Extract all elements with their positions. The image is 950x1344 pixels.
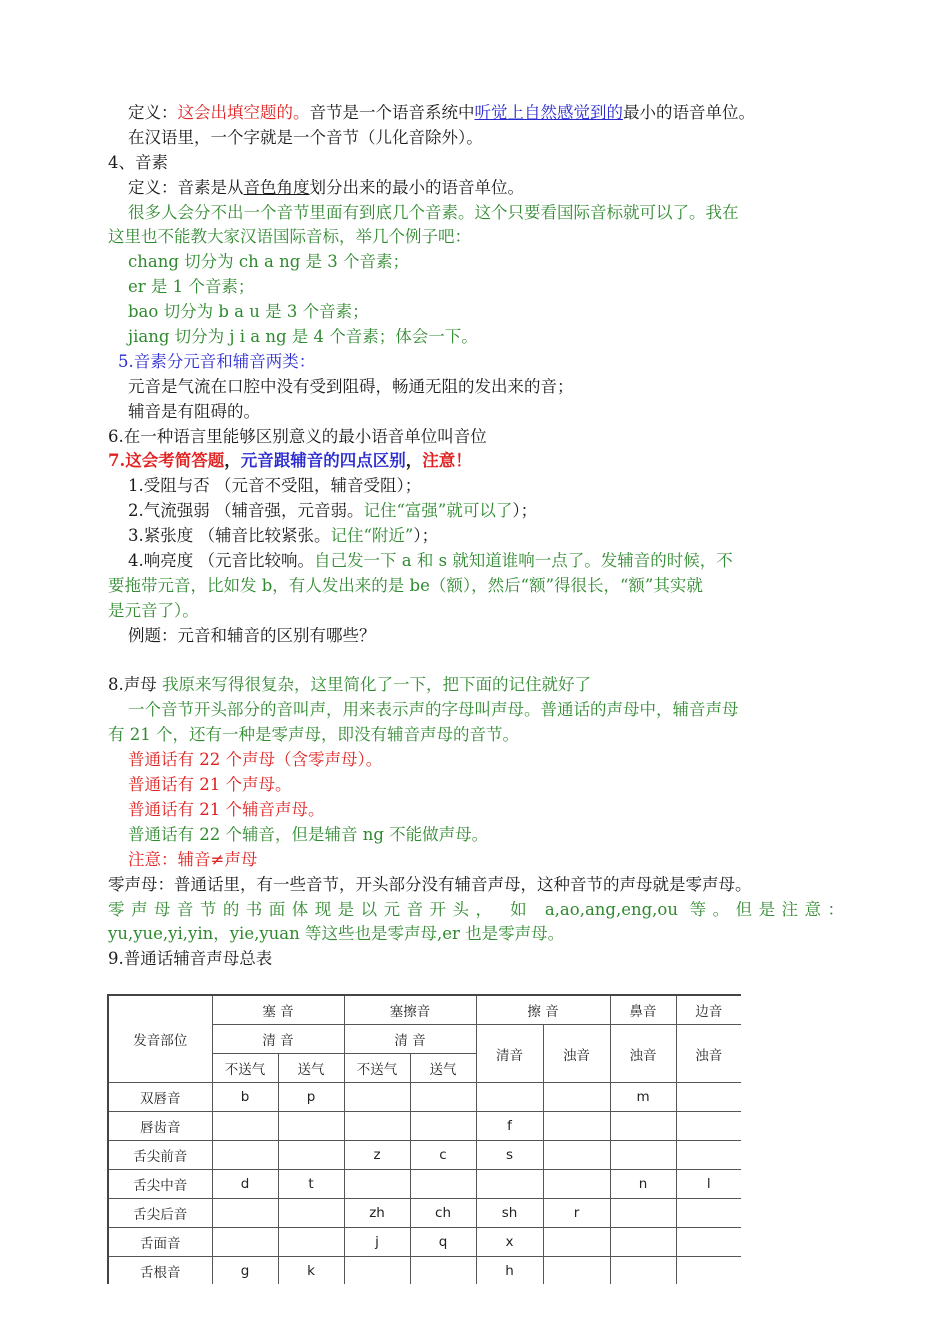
phoneme-definition — [108, 176, 844, 201]
point-4-line3: 是元音了）。 — [108, 600, 199, 620]
zero-initial-line3: yu,yue,yi,yin，yie,yuan 等这些也是零声母,er 也是零声母。 — [108, 924, 565, 944]
table-row — [108, 1257, 741, 1285]
table-row — [108, 1228, 741, 1257]
green-text: 记住“富强”就可以了 — [363, 501, 513, 521]
cell — [610, 1199, 676, 1228]
green-text: 记住“附近” — [330, 526, 414, 546]
text: ）； — [413, 526, 439, 546]
cell — [610, 1228, 676, 1257]
green-text: 我原来写得很复杂，这里简化了一下，把下面的记住就好了 — [156, 675, 591, 695]
header-nasal-voiced: 浊音 — [610, 1025, 676, 1083]
cell — [212, 1141, 278, 1170]
underlined-text: 音色角度 — [243, 177, 310, 197]
cell: x — [476, 1228, 543, 1257]
text: 音节是一个语音系统中 — [309, 103, 475, 122]
syllable-note: 在汉语里，一个字就是一个音节（儿化音除外）。 — [128, 127, 483, 147]
header-stop-aspirated: 送气 — [278, 1054, 344, 1083]
punct: ， — [224, 451, 241, 471]
header-nasal: 鼻音 — [610, 995, 676, 1025]
cell: g — [212, 1257, 278, 1285]
header-stop-unaspirated: 不送气 — [212, 1054, 278, 1083]
cell — [344, 1112, 410, 1141]
cell — [676, 1112, 741, 1141]
example-er: er 是 1 个音素； — [128, 277, 255, 297]
cell: p — [278, 1083, 344, 1112]
fact-2: 普通话有 21 个声母。 — [128, 775, 292, 795]
cell — [278, 1228, 344, 1257]
cell: f — [476, 1112, 543, 1141]
header-place: 发音部位 — [108, 995, 212, 1083]
initial-def-line1: 一个音节开头部分的音叫声，用来表示声的字母叫声母。普通话的声母中，辅音声母 — [128, 700, 739, 720]
header-affricate-voiceless: 清 音 — [344, 1025, 476, 1054]
cell: q — [410, 1228, 476, 1257]
fact-4: 普通话有 22 个辅音，但是辅音 ng 不能做声母。 — [128, 824, 489, 844]
cell: z — [344, 1141, 410, 1170]
header-stop-voiceless: 清 音 — [212, 1025, 344, 1054]
heading-item9: 9.普通话辅音声母总表 — [108, 949, 273, 969]
cell — [410, 1112, 476, 1141]
text: 3.紧张度 （辅音比较紧张。 — [128, 526, 331, 546]
cell — [543, 1141, 610, 1170]
cell — [410, 1170, 476, 1199]
zero-initial-line2: 零声母音节的书面体现是以元音开头， 如 a,ao,ang,eng,ou 等。但是注意： — [108, 899, 844, 919]
cell — [543, 1083, 610, 1112]
zero-initial-def: 零声母：普通话里，有一些音节，开头部分没有辅音声母，这种音节的声母就是零声母。 — [108, 874, 752, 894]
point-4 — [108, 549, 844, 574]
cell: c — [410, 1141, 476, 1170]
cell — [610, 1112, 676, 1141]
cell — [410, 1083, 476, 1112]
cell: r — [543, 1199, 610, 1228]
green-text: 自己发一下 a 和 s 就知道谁响一点了。发辅音的时候，不 — [314, 551, 733, 571]
cell — [543, 1112, 610, 1141]
cell — [344, 1257, 410, 1285]
example-chang: chang 切分为 ch a ng 是 3 个音素； — [128, 252, 409, 272]
syllable-definition — [108, 101, 844, 126]
point-1: 1.受阻与否 （元音不受阻，辅音受阻）； — [128, 476, 422, 496]
phoneme-tip-line2: 这里也不能教大家汉语国际音标，举几个例子吧： — [108, 227, 471, 247]
heading-item5: 5.音素分元音和辅音两类： — [118, 351, 316, 371]
cell: n — [610, 1170, 676, 1199]
document-body — [108, 101, 844, 972]
cell — [676, 1083, 741, 1112]
punct: ， — [405, 451, 423, 471]
header-lateral-voiced: 浊音 — [676, 1025, 741, 1083]
vowel-definition: 元音是气流在口腔中没有受到阻碍，畅通无阻的发出来的音； — [128, 376, 574, 396]
red-note: 这会出填空题的。 — [177, 103, 310, 122]
cell: b — [212, 1083, 278, 1112]
cell — [212, 1112, 278, 1141]
text: 划分出来的最小的语音单位。 — [309, 177, 524, 197]
consonant-definition: 辅音是有阻碍的。 — [128, 401, 260, 421]
row-place: 舌面音 — [108, 1228, 212, 1257]
row-place: 舌尖中音 — [108, 1170, 212, 1199]
cell — [610, 1141, 676, 1170]
header-fricative-voiced: 浊音 — [543, 1025, 610, 1083]
cell — [543, 1228, 610, 1257]
cell — [410, 1257, 476, 1285]
example-bao: bao 切分为 b a u 是 3 个音素； — [128, 302, 369, 322]
phoneme-tip-line1: 很多人会分不出一个音节里面有到底几个音素。这个只要看国际音标就可以了。我在 — [128, 202, 739, 222]
note-consonant-not-initial: 注意：辅音≠声母 — [128, 849, 258, 869]
cell: h — [476, 1257, 543, 1285]
red-text: 这会考简答题 — [125, 451, 225, 471]
row-place: 舌尖后音 — [108, 1199, 212, 1228]
text: 4.响亮度 （元音比较响。 — [128, 551, 314, 571]
cell: t — [278, 1170, 344, 1199]
point-4-line2: 要拖带元音，比如发 b，有人发出来的是 be（额），然后“额”得很长，“额”其实就 — [108, 575, 703, 595]
cell — [212, 1228, 278, 1257]
cell — [476, 1170, 543, 1199]
point-2 — [108, 499, 844, 524]
cell: k — [278, 1257, 344, 1285]
example-question: 例题：元音和辅音的区别有哪些？ — [128, 625, 376, 645]
cell — [610, 1257, 676, 1285]
label: 定义： — [128, 103, 178, 122]
table-row — [108, 1112, 741, 1141]
header-affricate: 塞擦音 — [344, 995, 476, 1025]
initial-def-line2: 有 21 个，还有一种是零声母，即没有辅音声母的音节。 — [108, 725, 519, 745]
point-3 — [108, 524, 844, 549]
number: 7. — [108, 451, 126, 471]
cell — [278, 1141, 344, 1170]
cell: ch — [410, 1199, 476, 1228]
text: 定义：音素是从 — [128, 177, 244, 197]
cell: sh — [476, 1199, 543, 1228]
row-place: 舌尖前音 — [108, 1141, 212, 1170]
consonant-table-wrap — [107, 994, 741, 1284]
table-row — [108, 1083, 741, 1112]
item6: 6.在一种语言里能够区别意义的最小语音单位叫音位 — [108, 426, 487, 446]
cell — [344, 1083, 410, 1112]
blank-line — [108, 649, 844, 674]
hyperlink[interactable]: 听觉上自然感觉到的 — [474, 103, 623, 122]
consonant-initials-table — [107, 994, 741, 1284]
blue-text: 元音跟辅音的四点区别 — [240, 451, 406, 471]
text: 最小的语音单位。 — [623, 103, 755, 122]
fact-1: 普通话有 22 个声母（含零声母）。 — [128, 750, 383, 770]
cell — [543, 1257, 610, 1285]
cell — [212, 1199, 278, 1228]
table-row — [108, 1141, 741, 1170]
cell: l — [676, 1170, 741, 1199]
header-stop: 塞 音 — [212, 995, 344, 1025]
cell — [278, 1199, 344, 1228]
cell: s — [476, 1141, 543, 1170]
text: ）； — [512, 501, 538, 521]
header-affricate-unaspirated: 不送气 — [344, 1054, 410, 1083]
row-place: 舌根音 — [108, 1257, 212, 1285]
cell: m — [610, 1083, 676, 1112]
fact-3: 普通话有 21 个辅音声母。 — [128, 799, 325, 819]
header-affricate-aspirated: 送气 — [410, 1054, 476, 1083]
header-fricative: 擦 音 — [476, 995, 610, 1025]
cell — [476, 1083, 543, 1112]
cell — [543, 1170, 610, 1199]
text: 8.声母 — [108, 675, 157, 695]
cell — [676, 1257, 741, 1285]
cell — [676, 1199, 741, 1228]
heading-item7 — [108, 449, 844, 474]
text: 2.气流强弱 （辅音强，元音弱。 — [128, 501, 364, 521]
cell — [676, 1228, 741, 1257]
cell — [344, 1170, 410, 1199]
cell: zh — [344, 1199, 410, 1228]
row-place: 唇齿音 — [108, 1112, 212, 1141]
heading-item8 — [108, 673, 844, 698]
red-text: 注意！ — [422, 451, 472, 471]
row-place: 双唇音 — [108, 1083, 212, 1112]
table-row — [108, 1199, 741, 1228]
example-jiang: jiang 切分为 j i a ng 是 4 个音素；体会一下。 — [128, 327, 478, 347]
heading-phoneme: 4、音素 — [108, 152, 168, 172]
cell: j — [344, 1228, 410, 1257]
header-lateral: 边音 — [676, 995, 741, 1025]
cell — [676, 1141, 741, 1170]
cell: d — [212, 1170, 278, 1199]
header-fricative-voiceless: 清音 — [476, 1025, 543, 1083]
cell — [278, 1112, 344, 1141]
table-row — [108, 1170, 741, 1199]
